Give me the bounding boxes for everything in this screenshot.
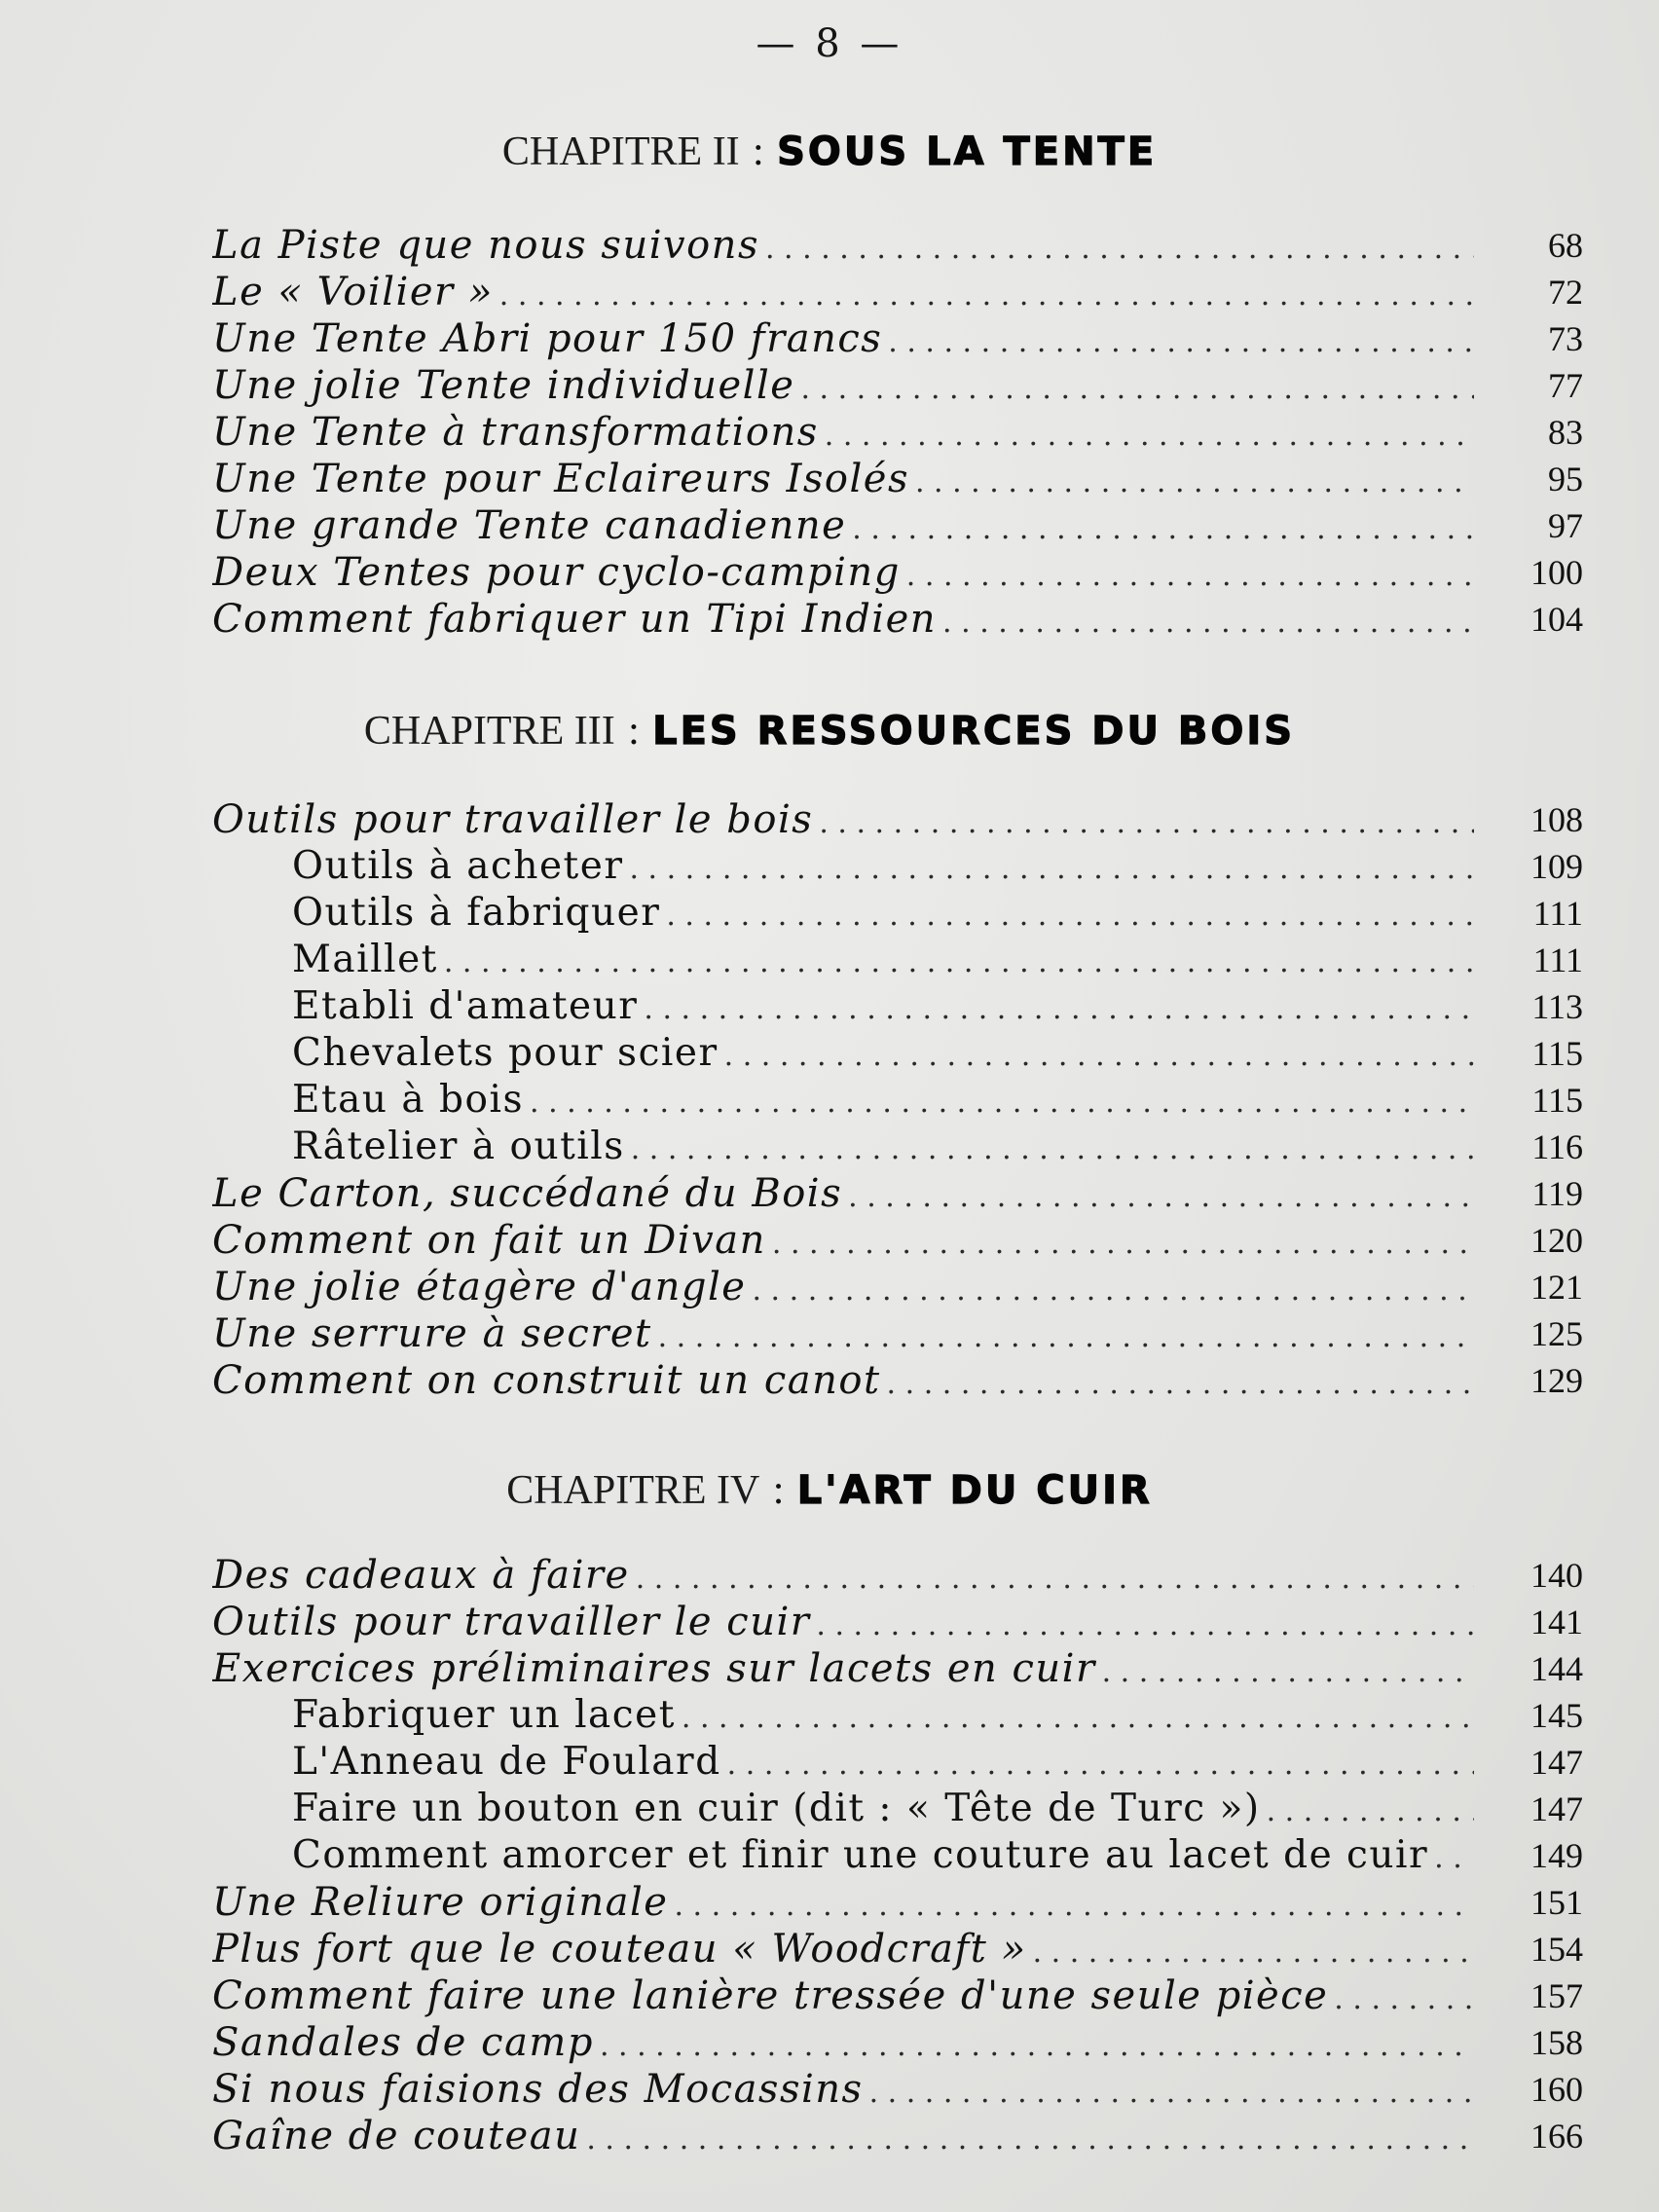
toc-entry-page: 72	[1548, 273, 1583, 312]
toc-entry-page: 166	[1530, 2117, 1583, 2156]
chapter-separator: :	[772, 1468, 785, 1513]
toc-entry	[0, 549, 1659, 596]
toc-entry-label: Une jolie Tente individuelle	[212, 363, 795, 408]
toc-entry	[0, 269, 1659, 315]
toc-entry	[0, 1357, 1659, 1404]
toc-entry	[0, 1832, 1659, 1879]
toc-entry-text	[212, 1599, 1474, 1645]
chapter-prefix: CHAPITRE IV	[506, 1468, 760, 1513]
toc-entry	[0, 1217, 1659, 1264]
toc-entry	[0, 1170, 1659, 1217]
toc-entry-text	[212, 2019, 1474, 2066]
toc-entry-text	[292, 843, 1474, 890]
toc-entry	[0, 502, 1659, 549]
toc-entry-label: Maillet	[292, 938, 438, 981]
toc-entry-label: L'Anneau de Foulard	[292, 1740, 721, 1784]
dot-leader	[819, 800, 1474, 843]
dot-leader	[658, 1314, 1474, 1357]
toc-entry-text	[212, 502, 1474, 549]
toc-entry	[0, 1739, 1659, 1786]
toc-entry-page: 83	[1548, 413, 1583, 452]
toc-entry-page: 68	[1548, 226, 1583, 265]
toc-entry-page: 108	[1530, 800, 1583, 839]
toc-entry-text	[292, 890, 1474, 937]
toc-entry-page: 154	[1530, 1930, 1583, 1969]
chapter-prefix: CHAPITRE II	[501, 129, 740, 174]
dot-leader	[586, 2117, 1474, 2159]
toc-entry	[0, 456, 1659, 502]
toc-entry-label: Etau à bois	[292, 1078, 524, 1122]
toc-entry-label: Comment on fait un Divan	[212, 1218, 766, 1263]
toc-entry	[0, 843, 1659, 890]
toc-entry-label: La Piste que nous suivons	[212, 223, 759, 268]
toc-entry-page: 151	[1530, 1883, 1583, 1922]
toc-entry-text	[212, 222, 1474, 269]
dot-leader	[682, 1695, 1474, 1739]
toc-entry-text	[212, 1552, 1474, 1599]
toc-entry-label: Une serrure à secret	[212, 1311, 652, 1356]
toc-entry-label: Chevalets pour scier	[292, 1031, 719, 1075]
toc-entry-label: Etabli d'amateur	[292, 984, 639, 1028]
toc-entry-page: 120	[1530, 1221, 1583, 1260]
dot-leader	[752, 1268, 1474, 1310]
toc-entry-label: Outils à fabriquer	[292, 891, 661, 935]
toc-entry-label: Une Tente Abri pour 150 francs	[212, 316, 883, 361]
dot-leader	[888, 319, 1474, 362]
toc-entry-page: 104	[1530, 600, 1583, 639]
toc-entry-page: 116	[1531, 1127, 1583, 1166]
chapter-heading	[0, 1465, 1659, 1514]
toc-entry-text	[292, 983, 1474, 1030]
toc-entry-label: Fabriquer un lacet	[292, 1693, 676, 1737]
toc-entry-label: Le « Voilier »	[212, 270, 494, 314]
toc-entry-page: 121	[1530, 1268, 1583, 1307]
dot-leader	[848, 1174, 1474, 1217]
toc-entry-label: Plus fort que le couteau « Woodcraft »	[212, 1927, 1027, 1972]
toc-list	[0, 1552, 1659, 2159]
dot-leader	[887, 1361, 1474, 1404]
toc-entry-text	[212, 409, 1474, 456]
toc-entry-text	[212, 1879, 1474, 1926]
toc-entry-text	[292, 1832, 1474, 1879]
toc-entry-text	[212, 1264, 1474, 1310]
dot-leader	[727, 1742, 1474, 1786]
chapter-heading	[0, 706, 1659, 755]
chapter-separator: :	[628, 709, 640, 754]
toc-entry-text	[212, 2066, 1474, 2113]
toc-entry-page: 140	[1530, 1556, 1583, 1595]
dot-leader	[444, 940, 1474, 983]
toc-entry	[0, 1786, 1659, 1832]
dot-leader	[800, 366, 1474, 409]
toc-entry-page: 109	[1530, 847, 1583, 886]
toc-entry-text	[212, 456, 1474, 502]
toc-entry	[0, 2066, 1659, 2113]
page-number: — 8 —	[756, 21, 903, 66]
toc-list	[0, 796, 1659, 1404]
toc-entry-label: Le Carton, succédané du Bois	[212, 1171, 843, 1216]
toc-entry-text	[212, 269, 1474, 315]
toc-entry-page: 100	[1530, 553, 1583, 592]
toc-entry	[0, 596, 1659, 643]
toc-entry-label: Une Reliure originale	[212, 1880, 669, 1925]
toc-entry-label: Comment fabriquer un Tipi Indien	[212, 597, 938, 642]
dot-leader	[825, 413, 1474, 456]
toc-entry-text	[212, 549, 1474, 596]
toc-entry	[0, 1972, 1659, 2019]
toc-entry	[0, 222, 1659, 269]
toc-entry-page: 113	[1531, 987, 1583, 1026]
toc-entry-text	[292, 937, 1474, 983]
toc-entry-page: 125	[1530, 1314, 1583, 1353]
toc-entry-label: Comment amorcer et finir une couture au lacet de cuir	[292, 1833, 1429, 1877]
toc-entry-label: Une jolie étagère d'angle	[212, 1265, 747, 1309]
toc-entry-text	[292, 1124, 1474, 1170]
toc-entry-label: Outils pour travailler le cuir	[212, 1600, 811, 1644]
toc-entry	[0, 1077, 1659, 1124]
chapter-prefix: CHAPITRE III	[363, 709, 615, 754]
dot-leader	[600, 2023, 1474, 2066]
toc-entry	[0, 1692, 1659, 1739]
toc-entry-page: 158	[1530, 2023, 1583, 2062]
toc-entry	[0, 983, 1659, 1030]
toc-entry-page: 157	[1530, 1976, 1583, 2015]
toc-entry-label: Sandales de camp	[212, 2020, 594, 2065]
dot-leader	[644, 986, 1474, 1030]
toc-entry-label: Outils pour travailler le bois	[212, 797, 814, 842]
toc-entry	[0, 1879, 1659, 1926]
toc-entry-text	[292, 1739, 1474, 1786]
toc-entry-page: 147	[1530, 1743, 1583, 1782]
toc-entry	[0, 362, 1659, 409]
dot-leader	[1033, 1930, 1474, 1972]
toc-entry-text	[292, 1786, 1474, 1832]
toc-entry-text	[292, 1077, 1474, 1124]
toc-entry-label: Si nous faisions des Mocassins	[212, 2067, 864, 2112]
dot-leader	[674, 1883, 1474, 1926]
toc-entry-page: 129	[1530, 1361, 1583, 1400]
chapter-title: SOUS LA TENTE	[777, 129, 1158, 174]
dot-leader	[772, 1221, 1474, 1264]
toc-entry	[0, 1599, 1659, 1645]
toc-entry-page: 115	[1531, 1081, 1583, 1120]
toc-entry-page: 119	[1531, 1174, 1583, 1213]
dot-leader	[942, 600, 1474, 643]
dot-leader	[666, 893, 1474, 937]
toc-entry-text	[212, 362, 1474, 409]
toc-entry-page: 115	[1531, 1034, 1583, 1073]
toc-entry-page: 160	[1530, 2070, 1583, 2109]
dot-leader	[765, 226, 1474, 269]
dot-leader	[1267, 1788, 1474, 1832]
toc-entry-label: Comment faire une lanière tressée d'une seule pièce	[212, 1973, 1329, 2018]
toc-entry-page: 77	[1548, 366, 1583, 405]
toc-entry-page: 97	[1548, 506, 1583, 545]
toc-entry-text	[212, 1217, 1474, 1264]
toc-entry-label: Deux Tentes pour cyclo-camping	[212, 550, 901, 595]
dot-leader	[724, 1033, 1474, 1077]
toc-entry	[0, 937, 1659, 983]
toc-entry	[0, 1645, 1659, 1692]
toc-entry-page: 145	[1530, 1696, 1583, 1735]
toc-entry-page: 73	[1548, 319, 1583, 358]
dot-leader	[852, 506, 1474, 549]
toc-entry	[0, 2019, 1659, 2066]
toc-entry-text	[212, 1170, 1474, 1217]
dot-leader	[816, 1603, 1474, 1645]
toc-entry-label: Une Tente pour Eclaireurs Isolés	[212, 457, 909, 501]
toc-entry-label: Exercices préliminaires sur lacets en cuir	[212, 1646, 1096, 1691]
dot-leader	[631, 1126, 1474, 1170]
toc-entry-page: 147	[1530, 1789, 1583, 1828]
toc-entry-label: Râtelier à outils	[292, 1124, 625, 1168]
toc-entry-page: 141	[1530, 1603, 1583, 1641]
dot-leader	[915, 460, 1474, 502]
dot-leader	[1334, 1976, 1474, 2019]
toc-entry-label: Une Tente à transformations	[212, 410, 819, 455]
toc-entry-label: Outils à acheter	[292, 844, 624, 888]
toc-entry-text	[212, 596, 1474, 643]
toc-entry-label: Des cadeaux à faire	[212, 1553, 630, 1598]
toc-entry	[0, 1124, 1659, 1170]
chapter-separator: :	[753, 129, 764, 174]
toc-entry-text	[212, 1310, 1474, 1357]
toc-entry	[0, 1030, 1659, 1077]
dot-leader	[1434, 1835, 1474, 1879]
toc-entry-text	[212, 1926, 1474, 1972]
toc-entry-text	[212, 2113, 1474, 2159]
toc-entry	[0, 2113, 1659, 2159]
toc-entry-text	[212, 315, 1474, 362]
toc-entry-page: 95	[1548, 460, 1583, 498]
toc-entry-label: Gaîne de couteau	[212, 2114, 581, 2158]
toc-entry	[0, 1310, 1659, 1357]
toc-entry	[0, 1926, 1659, 1972]
dot-leader	[906, 553, 1474, 596]
toc-entry-text	[212, 796, 1474, 843]
toc-entry	[0, 796, 1659, 843]
dot-leader	[869, 2070, 1474, 2113]
toc-entry-label: Une grande Tente canadienne	[212, 503, 847, 548]
toc-list	[0, 222, 1659, 643]
toc-entry-page: 149	[1530, 1836, 1583, 1875]
toc-entry	[0, 1264, 1659, 1310]
dot-leader	[499, 273, 1474, 315]
dot-leader	[636, 1556, 1474, 1599]
dot-leader	[530, 1080, 1474, 1124]
chapter-heading	[0, 127, 1659, 175]
toc-entry-label: Faire un bouton en cuir (dit : « Tête de Turc »)	[292, 1787, 1261, 1830]
toc-entry	[0, 890, 1659, 937]
toc-entry-page: 111	[1532, 894, 1583, 933]
toc-entry-text	[212, 1972, 1474, 2019]
toc-entry-label: Comment on construit un canot	[212, 1358, 881, 1403]
dot-leader	[629, 846, 1474, 890]
toc-entry	[0, 409, 1659, 456]
toc-entry-page: 111	[1532, 940, 1583, 979]
toc-entry-text	[292, 1030, 1474, 1077]
toc-entry-text	[292, 1692, 1474, 1739]
toc-entry	[0, 1552, 1659, 1599]
toc-entry-text	[212, 1357, 1474, 1404]
dot-leader	[1102, 1649, 1474, 1692]
toc-entry	[0, 315, 1659, 362]
toc-entry-text	[212, 1645, 1474, 1692]
toc-entry-page: 144	[1530, 1649, 1583, 1688]
chapter-title: LES RESSOURCES DU BOIS	[652, 709, 1296, 754]
chapter-title: L'ART DU CUIR	[796, 1468, 1153, 1513]
